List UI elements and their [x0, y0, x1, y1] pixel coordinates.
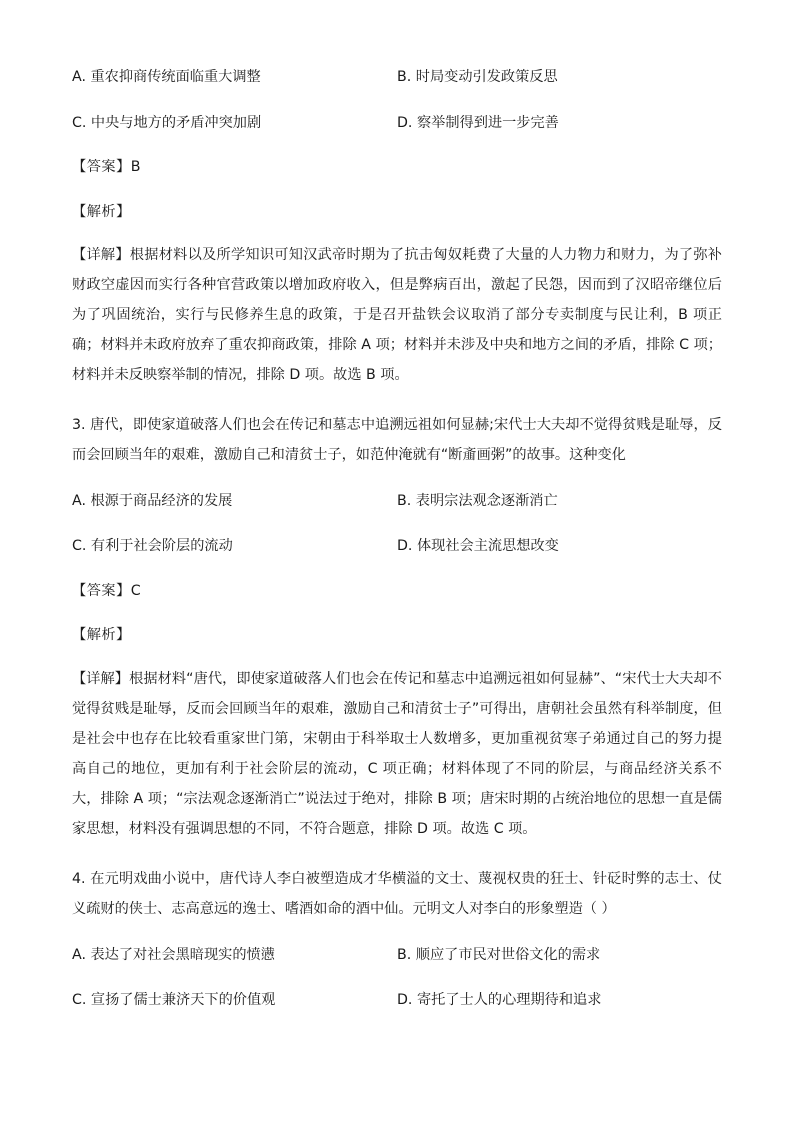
q3-option-d[interactable]: D. 体现社会主流思想改变	[397, 538, 559, 554]
q3-option-c[interactable]: C. 有利于社会阶层的流动	[72, 538, 233, 554]
q4-option-c[interactable]: C. 宣扬了儒士兼济天下的价值观	[72, 992, 276, 1008]
q2-option-a[interactable]: A. 重农抑商传统面临重大调整	[72, 69, 261, 85]
q4-option-b[interactable]: B. 顺应了市民对世俗文化的需求	[397, 947, 601, 963]
q3-detail: 【详解】根据材料“唐代，即使家道破落人们也会在传记和墓志中追溯远祖如何显赫”、“宋代士大夫却不觉得贫贱是耻辱，反而会回顾当年的艰难，激励自己和清贫士子”可得出，唐朝社会虽然有科举制度，但是社会中也存在比较看重家世门第，宋朝由于科举取士人数增多，更加重视贫寒子弟通过自己的努力提高自己的地位，更加有利于社会阶层的流动，C 项正确；材料体现了不同的阶层，与商品经济关系不大，排除 A 项；“宗法观念逐渐消亡”说法过于绝对，排除 B 项；唐宋时期的占统治地位的思想一直是儒家思想，材料没有强调思想的不同，不符合题意，排除 D 项。故选 C 项。	[72, 671, 722, 837]
q2-option-b[interactable]: B. 时局变动引发政策反思	[397, 69, 558, 85]
q4-option-a[interactable]: A. 表达了对社会黑暗现实的愤懑	[72, 947, 275, 963]
q2-option-d[interactable]: D. 察举制得到进一步完善	[397, 115, 559, 131]
q3-option-a[interactable]: A. 根源于商品经济的发展	[72, 493, 233, 509]
q2-analysis-label: 【解析】	[72, 204, 131, 220]
q3-stem: 3. 唐代，即使家道破落人们也会在传记和墓志中追溯远祖如何显赫;宋代士大夫却不觉得贫贱是耻辱，反而会回顾当年的艰难，激励自己和清贫士子，如范仲淹就有“断齑画粥”的故事。这种变化	[72, 417, 722, 463]
q3-option-b[interactable]: B. 表明宗法观念逐渐消亡	[397, 493, 558, 509]
q2-answer: 【答案】B	[72, 159, 141, 175]
q2-option-c[interactable]: C. 中央与地方的矛盾冲突加剧	[72, 115, 262, 131]
q3-analysis-label: 【解析】	[72, 627, 131, 643]
q4-option-d[interactable]: D. 寄托了士人的心理期待和追求	[397, 992, 602, 1008]
q3-answer: 【答案】C	[72, 583, 142, 599]
q2-detail: 【详解】根据材料以及所学知识可知汉武帝时期为了抗击匈奴耗费了大量的人力物力和财力，为了弥补财政空虚因而实行各种官营政策以增加政府收入，但是弊病百出，激起了民怨，因而到了汉昭帝继位后为了巩固统治，实行与民修养生息的政策，于是召开盐铁会议取消了部分专卖制度与民让利，B 项正确；材料并未政府放弃了重农抑商政策，排除 A 项；材料并未涉及中央和地方之间的矛盾，排除 C 项；材料并未反映察举制的情况，排除 D 项。故选 B 项。	[72, 247, 722, 383]
q4-stem: 4. 在元明戏曲小说中，唐代诗人李白被塑造成才华横溢的文士、蔑视权贵的狂士、针砭时弊的志士、仗义疏财的侠士、志高意远的逸士、嗜酒如命的酒中仙。元明文人对李白的形象塑造（ ）	[72, 871, 722, 917]
